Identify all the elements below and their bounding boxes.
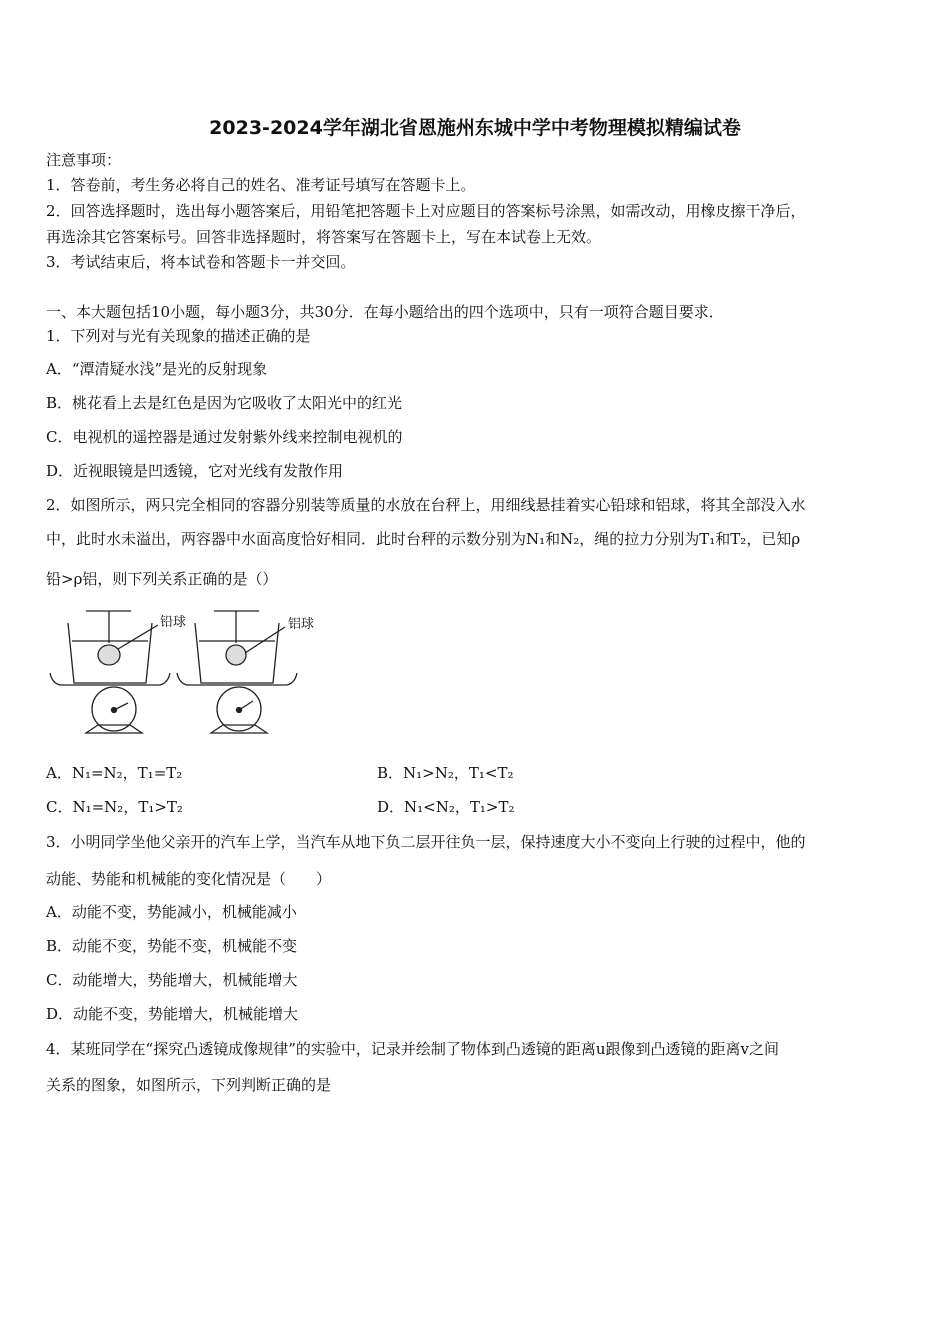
right-apparatus: [177, 611, 297, 733]
question-2-line: 2．如图所示，两只完全相同的容器分别装等质量的水放在台秤上，用细线悬挂着实心铅球和铝球，将其全部没入水: [46, 496, 806, 514]
lead-ball-label: 铅球: [160, 615, 187, 630]
question-4-line: 4．某班同学在“探究凸透镜成像规律”的实验中，记录并绘制了物体到凸透镜的距离u跟像到凸透镜的距离v之间: [46, 1040, 780, 1058]
notice-item: 1．答卷前，考生务必将自己的姓名、准考证号填写在答题卡上。: [46, 176, 476, 194]
left-apparatus: [50, 611, 170, 733]
q2-option-d: D．N₁<N₂，T₁>T₂: [377, 798, 515, 816]
notice-item: 2．回答选择题时，选出每小题答案后，用铅笔把答题卡上对应题目的答案标号涂黑，如需改动，用橡皮擦干净后，: [46, 202, 806, 220]
q3-option-d: D．动能不变，势能增大，机械能增大: [46, 1005, 299, 1023]
q1-option-a: A．“潭清疑水浅”是光的反射现象: [46, 360, 268, 378]
q2-option-b: B．N₁>N₂，T₁<T₂: [377, 764, 514, 782]
q1-option-d: D．近视眼镜是凹透镜，它对光线有发散作用: [46, 462, 344, 480]
question-3-line: 动能、势能和机械能的变化情况是（ ）: [46, 870, 332, 888]
q3-option-b: B．动能不变，势能不变，机械能不变: [46, 937, 298, 955]
q1-option-b: B．桃花看上去是红色是因为它吸收了太阳光中的红光: [46, 394, 403, 412]
q3-option-a: A．动能不变，势能减小，机械能减小: [46, 903, 297, 921]
question-1-stem: 1．下列对与光有关现象的描述正确的是: [46, 327, 311, 345]
notice-item: 3．考试结束后，将本试卷和答题卡一并交回。: [46, 253, 356, 271]
section-heading: 一、本大题包括10小题，每小题3分，共30分．在每小题给出的四个选项中，只有一项符合题目要求．: [46, 303, 724, 321]
q2-option-c: C．N₁=N₂，T₁>T₂: [46, 798, 183, 816]
q2-option-a: A．N₁=N₂，T₁=T₂: [46, 764, 183, 782]
notice-heading: 注意事项：: [46, 151, 122, 169]
question-3-line: 3．小明同学坐他父亲开的汽车上学，当汽车从地下负二层开往负一层，保持速度大小不变向上行驶的过程中，他的: [46, 833, 806, 851]
q3-option-c: C．动能增大，势能增大，机械能增大: [46, 971, 298, 989]
question-4-line: 关系的图象，如图所示，下列判断正确的是: [46, 1076, 332, 1094]
question-2-line: 铅>ρ铝，则下列关系正确的是（）: [46, 570, 278, 588]
aluminum-ball-label: 铝球: [288, 617, 315, 632]
question-2-line: 中，此时水未溢出，两容器中水面高度恰好相同．此时台秤的示数分别为N₁和N₂，绳的拉力分别为T₁和T₂，已知ρ: [46, 530, 801, 548]
page-title: 2023-2024学年湖北省恩施州东城中学中考物理模拟精编试卷: [209, 117, 741, 139]
notice-item: 再选涂其它答案标号。回答非选择题时，将答案写在答题卡上，写在本试卷上无效。: [46, 228, 602, 246]
q1-option-c: C．电视机的遥控器是通过发射紫外线来控制电视机的: [46, 428, 403, 446]
